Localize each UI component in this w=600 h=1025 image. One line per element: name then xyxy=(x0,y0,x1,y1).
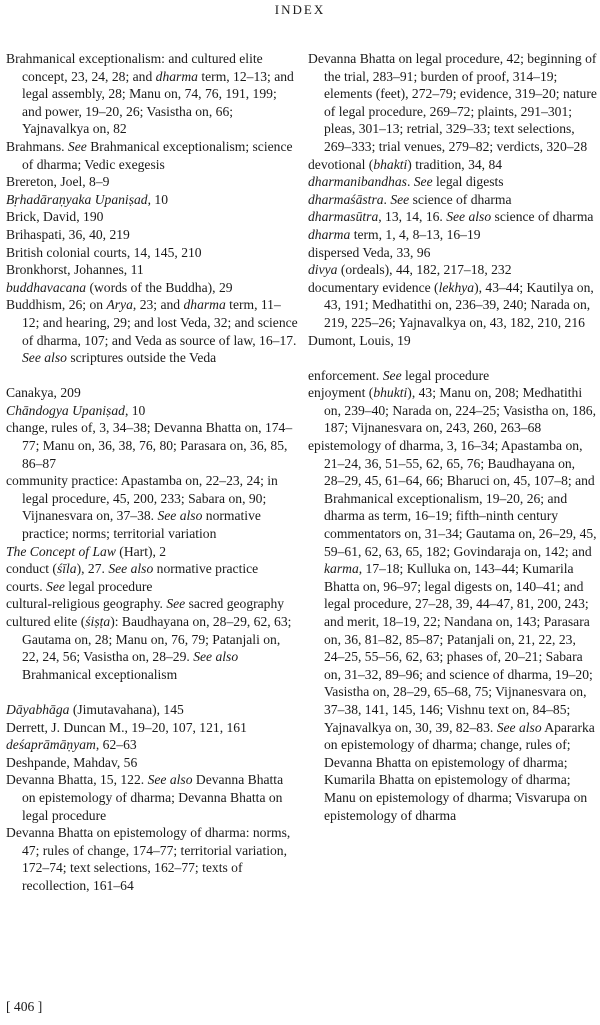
entry-text: cultural-religious geography. xyxy=(6,596,167,612)
italic-term: bhukti xyxy=(373,385,408,401)
index-entry xyxy=(6,824,298,894)
entry-text: Dumont, Louis, 19 xyxy=(308,332,411,348)
italic-term: śiṣṭa xyxy=(85,614,111,629)
section-gap xyxy=(6,367,298,385)
entry-text: science of dharma xyxy=(491,209,594,225)
italic-term: dharma xyxy=(308,226,351,242)
index-entry xyxy=(6,543,298,561)
italic-term: See xyxy=(67,138,87,154)
index-entry xyxy=(6,261,298,279)
index-entry xyxy=(6,595,298,613)
index-entry xyxy=(6,138,298,173)
entry-text: , 62–63 xyxy=(95,737,137,753)
entry-text: . xyxy=(406,174,414,190)
index-entry xyxy=(308,437,598,824)
italic-term: See xyxy=(390,191,410,207)
index-entry xyxy=(308,156,598,174)
entry-text: Brick, David, 190 xyxy=(6,209,104,225)
entry-text: Brereton, Joel, 8–9 xyxy=(6,174,110,190)
entry-text: community practice: Apastamba on, 22–23, 24; in legal procedure, 45, 200, 233; Sabara on, 90; Vijnanesvara on, 37–38. xyxy=(6,473,278,524)
index-entry xyxy=(6,613,298,683)
entry-text: legal digests xyxy=(432,174,504,190)
index-entry xyxy=(6,173,298,191)
italic-term: See also xyxy=(22,350,67,366)
entry-text: Apararka on epistemology of dharma; change, rules of; Devanna Bhatta on epistemology of dharma; Kumarila Bhatta on epistemology of dharma; Manu on epistemology of dharma; Visvarupa on epistemology of dharma xyxy=(324,719,595,823)
entry-text: documentary evidence ( xyxy=(308,279,439,295)
entry-text: (Jimutavahana), 145 xyxy=(69,701,184,717)
italic-term: See also xyxy=(193,649,239,665)
italic-term: deśaprāmāṇyam xyxy=(6,737,96,753)
entry-text: (words of the Buddha), 29 xyxy=(86,279,233,295)
italic-term: dharma xyxy=(155,68,198,84)
entry-text: change, rules of, 3, 34–38; Devanna Bhatta on, 174–77; Manu on, 36, 38, 76, 80; Parasara on, 36, 85, 86–87 xyxy=(6,420,293,471)
index-entry xyxy=(308,367,598,385)
entry-text: Devanna Bhatta on epistemology of dharma; Devanna Bhatta on legal procedure xyxy=(22,772,284,823)
italic-term: dharmanibandhas xyxy=(308,174,407,190)
index-entry xyxy=(6,191,298,209)
entry-text: normative practice; norms; territorial variation xyxy=(22,508,261,542)
entry-text: Devanna Bhatta, 15, 122. xyxy=(6,772,148,788)
italic-term: dharmasūtra xyxy=(308,209,379,225)
entry-text: , 17–18; Kulluka on, 143–44; Kumarila Bhatta on, 96–97; legal digests on, 140–41; and legal procedure, 27–28, 39, 44–47, 81, 200, 243; and merit, 18–19, 22; Nandana on, 143; Parasara on, 36, 81–82, 85–87; Patanjali on, 21, 22, 23, 24–25, 55–56, 62, 63; phases of, 20–21; Sabara on, 31–32, 89–96; and science of dharma, 19–20; Vasistha on, 28–29, 65–68, 75; Vijnanesvara on, 37–38, 141, 145, 146; Vishnu text on, 84–85; Yajnavalkya on, 30, 39, 82–83. xyxy=(324,561,593,735)
index-entry xyxy=(308,261,598,279)
entry-text: legal procedure xyxy=(401,367,490,383)
index-column-right xyxy=(308,50,598,824)
running-header: INDEX xyxy=(274,2,326,17)
index-entry xyxy=(308,244,598,262)
entry-text: sacred geography xyxy=(185,596,285,612)
index-entry xyxy=(308,50,598,156)
italic-term: See also xyxy=(157,508,203,524)
entry-text: enjoyment ( xyxy=(308,385,374,401)
entry-text: dispersed Veda, 33, 96 xyxy=(308,244,431,260)
index-entry xyxy=(308,191,598,209)
page-number: [ 406 ] xyxy=(6,999,43,1014)
index-entry xyxy=(6,226,298,244)
index-entry xyxy=(6,754,298,772)
entry-text: science of dharma xyxy=(409,191,512,207)
entry-text: ) tradition, 34, 84 xyxy=(407,156,503,172)
entry-text: Bronkhorst, Johannes, 11 xyxy=(6,262,144,278)
index-column-left xyxy=(6,50,298,895)
index-entry xyxy=(6,402,298,420)
italic-term: See xyxy=(166,596,186,612)
index-entry xyxy=(308,226,598,244)
index-entry xyxy=(6,296,298,366)
entry-text: Buddhism, 26; on xyxy=(6,297,107,313)
italic-term: See xyxy=(413,174,433,190)
entry-text: ), 27. xyxy=(76,561,109,577)
entry-text: ): Baudhayana on, 28–29, 62, 63; Gautama on, 28; Manu on, 76, 79; Patanjali on, 22, 24, 56; Vasistha on, 28–29. xyxy=(22,614,292,665)
entry-text: , 10 xyxy=(124,402,146,418)
index-entry xyxy=(308,173,598,191)
entry-text: Derrett, J. Duncan M., 19–20, 107, 121, 161 xyxy=(6,719,247,735)
entry-text: Deshpande, Mahdav, 56 xyxy=(6,754,138,770)
italic-term: dharmaśāstra xyxy=(308,191,384,207)
index-entry xyxy=(6,472,298,542)
entry-text: , 10 xyxy=(147,191,168,207)
index-entry xyxy=(308,208,598,226)
index-entry xyxy=(6,560,298,578)
index-entry xyxy=(6,771,298,824)
index-entry xyxy=(6,279,298,297)
index-entry xyxy=(6,419,298,472)
italic-term: divya xyxy=(308,262,338,278)
italic-term: buddhavacana xyxy=(6,279,87,295)
italic-term: See also xyxy=(147,772,193,788)
section-gap xyxy=(6,683,298,701)
italic-term: bhakti xyxy=(373,156,408,172)
entry-text: conduct ( xyxy=(6,561,57,577)
entry-text: term, 1, 4, 8–13, 16–19 xyxy=(350,226,481,242)
entry-text: Canakya, 209 xyxy=(6,385,81,401)
entry-text: normative practice xyxy=(153,561,259,577)
entry-text: courts. xyxy=(6,578,47,594)
entry-text: Brahmanical exceptionalism; science of dharma; Vedic exegesis xyxy=(22,138,293,172)
entry-text: legal procedure xyxy=(64,578,153,594)
index-entry xyxy=(6,719,298,737)
entry-text: term, 11–12; and hearing, 29; and lost Veda, 32; and science of dharma, 107; and Veda as source of law, 16–17. xyxy=(22,297,298,348)
italic-term: Bṛhadāraṇyaka Upaniṣad xyxy=(6,191,148,207)
entry-text: term, 12–13; and legal assembly, 28; Manu on, 74, 76, 191, 199; and power, 19–20, 26; Vasistha on, 66; Yajnavalkya on, 82 xyxy=(22,68,294,137)
index-entry xyxy=(6,384,298,402)
italic-term: See xyxy=(46,578,65,594)
italic-term: Arya xyxy=(106,297,133,313)
italic-term: karma xyxy=(324,561,359,577)
entry-text: Brahmans. xyxy=(6,138,68,154)
italic-term: See also xyxy=(446,209,492,225)
index-entry xyxy=(6,701,298,719)
italic-term: See xyxy=(382,367,402,383)
italic-term: Chāndogya Upaniṣad xyxy=(6,402,125,418)
entry-text: Devanna Bhatta on epistemology of dharma: norms, 47; rules of change, 174–77; territorial variation, 172–74; text selections, 162–77; texts of recollection, 161–64 xyxy=(6,825,291,893)
entry-text: . xyxy=(383,191,391,207)
entry-text: Brihaspati, 36, 40, 219 xyxy=(6,226,130,242)
entry-text: (Hart), 2 xyxy=(115,543,167,559)
entry-text: devotional ( xyxy=(308,156,374,172)
entry-text: ), 43–44; Kautilya on, 43, 191; Medhatithi on, 236–39, 240; Narada on, 219, 225–26; Yajnavalkya on, 43, 182, 210, 216 xyxy=(324,279,594,330)
italic-term: Dāyabhāga xyxy=(6,701,70,717)
italic-term: dharma xyxy=(183,297,226,313)
index-entry xyxy=(6,50,298,138)
index-entry xyxy=(6,578,298,596)
entry-text: British colonial courts, 14, 145, 210 xyxy=(6,244,202,260)
entry-text: epistemology of dharma, 3, 16–34; Apastamba on, 21–24, 36, 51–55, 62, 65, 76; Baudhayana on, 28–29, 45, 61–64, 66; Bharuci on, 45, 107–8; and Brahmanical exceptionalism, 19–20, 26; and dharma as term, 16–19; fifth–ninth century commentators on, 31–34; Gautama on, 26–29, 45, 59–61, 62, 63, 65, 182; Govindaraja on, 142; and xyxy=(308,438,597,559)
index-entry xyxy=(308,332,598,350)
italic-term: The Concept of Law xyxy=(6,543,116,559)
index-entry xyxy=(6,208,298,226)
italic-term: lekhya xyxy=(438,279,475,295)
index-entry xyxy=(6,244,298,262)
italic-term: śīla xyxy=(56,561,77,577)
index-entry xyxy=(308,279,598,332)
entry-text: , 23; and xyxy=(132,297,184,313)
entry-text: scriptures outside the Veda xyxy=(66,350,217,366)
entry-text: enforcement. xyxy=(308,367,383,383)
entry-text: Devanna Bhatta on legal procedure, 42; beginning of the trial, 283–91; burden of proof, 314–19; elements (feet), 272–79; evidence, 319–20; nature of legal procedure, 269–72; plaints, 291–301; pleas, 301–13; retrial, 329–33; text selections, 269–333; trial venues, 279–82; verdicts, 320–28 xyxy=(308,51,597,154)
entry-text: Brahmanical exceptionalism: and cultured elite concept, 23, 24, 28; and xyxy=(6,51,263,84)
entry-text: cultured elite ( xyxy=(6,614,86,629)
entry-text: Brahmanical exceptionalism xyxy=(22,666,178,682)
entry-text: (ordeals), 44, 182, 217–18, 232 xyxy=(337,262,512,278)
italic-term: See also xyxy=(108,561,154,577)
section-gap xyxy=(308,349,598,367)
entry-text: ), 43; Manu on, 208; Medhatithi on, 239–40; Narada on, 224–25; Vasistha on, 186, 187; Vijnanesvara on, 243, 260, 263–68 xyxy=(324,385,596,436)
entry-text: , 13, 14, 16. xyxy=(378,209,447,225)
italic-term: See also xyxy=(496,719,542,735)
index-entry xyxy=(6,736,298,754)
index-entry xyxy=(308,384,598,437)
